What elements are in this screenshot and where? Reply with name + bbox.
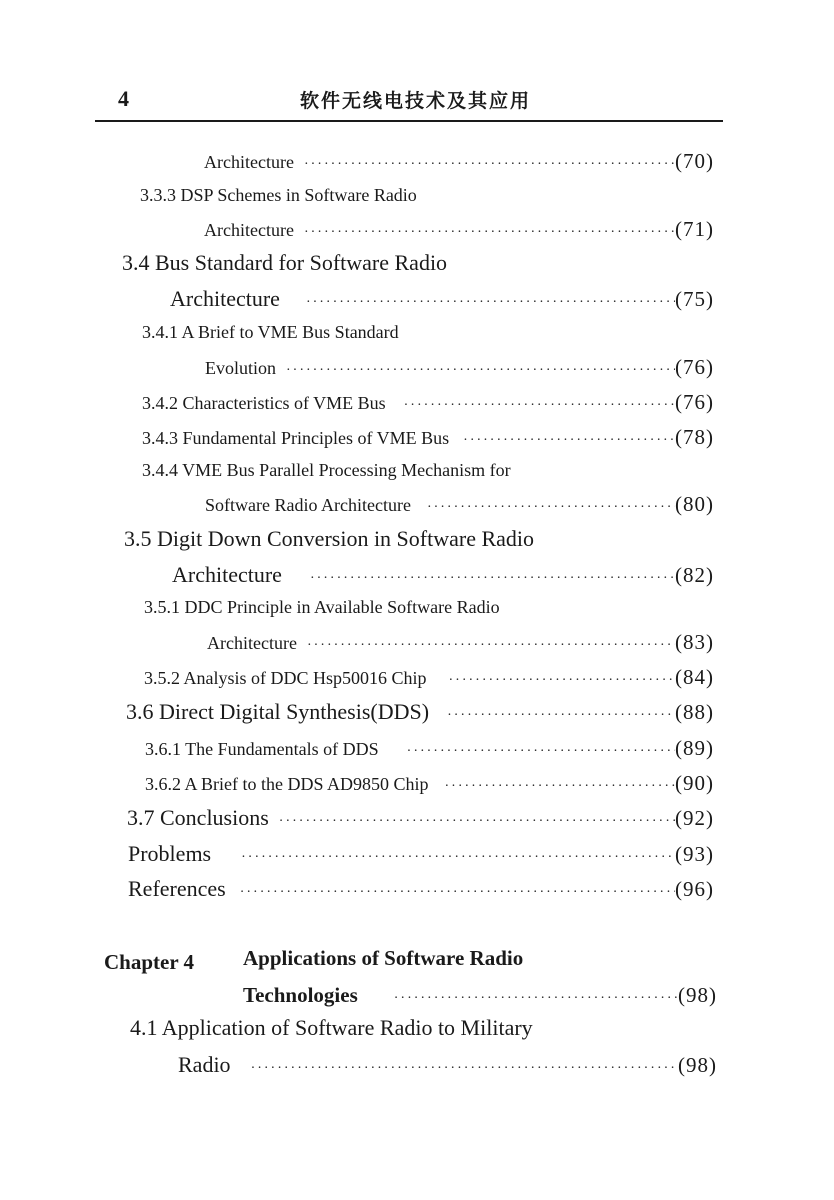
toc-entry-label: Architecture <box>172 562 282 587</box>
toc-entry-label: 3.4.3 Fundamental Principles of VME Bus <box>142 428 450 448</box>
toc-entry-page: (71) <box>675 217 714 241</box>
toc-entry-page: (70) <box>675 149 714 173</box>
toc-entry <box>127 803 714 833</box>
toc-entry <box>128 839 714 869</box>
dot-leader <box>269 807 675 837</box>
toc-entry <box>144 662 714 692</box>
toc-entry-page: (83) <box>675 630 714 654</box>
toc-entry-label: Problems <box>128 841 212 866</box>
page-header <box>0 0 834 124</box>
toc-entry-label: 4.1 Application of Software Radio to Military <box>130 1015 533 1040</box>
toc-entry-page: (90) <box>675 771 714 795</box>
dot-leader <box>429 701 675 731</box>
toc-entry-label: 3.6.2 A Brief to the DDS AD9850 Chip <box>145 774 429 794</box>
toc-entry <box>128 874 714 904</box>
toc-entry-label: 3.4 Bus Standard for Software Radio <box>122 250 448 275</box>
toc-entry-label: 3.5.1 DDC Principle in Available Software Radio <box>144 597 500 617</box>
toc-entry <box>205 352 714 382</box>
toc-entry <box>145 733 714 763</box>
dot-leader <box>294 150 675 180</box>
toc-entry-label: 3.4.1 A Brief to VME Bus Standard <box>142 322 399 342</box>
toc-entry <box>142 387 714 417</box>
toc-entry-label: Architecture <box>170 286 280 311</box>
dot-leader <box>226 878 675 908</box>
toc-entry-page: (80) <box>675 492 714 516</box>
toc-entry <box>142 422 714 452</box>
chapter-number: Chapter 4 <box>104 950 195 974</box>
toc-entry-label: 3.5 Digit Down Conversion in Software Radio <box>124 526 535 551</box>
toc-entry <box>207 627 714 657</box>
toc-entry <box>243 980 717 1010</box>
toc-entry-label: 3.6 Direct Digital Synthesis(DDS) <box>126 699 430 724</box>
toc-entry-label: Architecture <box>207 633 297 653</box>
toc-entry-page: (96) <box>675 877 714 901</box>
dot-leader <box>294 218 675 248</box>
toc-entry-label: Architecture <box>204 220 294 240</box>
dot-leader <box>386 391 675 421</box>
toc-entry-page: (88) <box>675 700 714 724</box>
toc-entry-page: (84) <box>675 665 714 689</box>
dot-leader <box>211 843 675 873</box>
toc-entry-label: References <box>128 876 226 901</box>
chapter-title: Applications of Software Radio <box>243 946 524 970</box>
toc-entry-label: Architecture <box>204 152 294 172</box>
toc-entry-label: Technologies <box>243 983 358 1007</box>
toc-entry-page: (92) <box>675 806 714 830</box>
toc-entry <box>204 214 714 244</box>
page-number: 4 <box>118 86 129 111</box>
toc-entry <box>145 768 714 798</box>
dot-leader <box>282 564 675 594</box>
toc-entry <box>170 284 714 314</box>
toc-entry-label: 3.4.4 VME Bus Parallel Processing Mechanism for <box>142 460 511 480</box>
header-rule <box>95 120 723 122</box>
toc-entry-page: (89) <box>675 736 714 760</box>
dot-leader <box>429 772 675 802</box>
toc-entry-label: 3.4.2 Characteristics of VME Bus <box>142 393 386 413</box>
dot-leader <box>231 1054 678 1084</box>
toc-entry-page: (76) <box>675 390 714 414</box>
toc-entry <box>204 146 714 176</box>
dot-leader <box>379 737 675 767</box>
toc-entry-page: (78) <box>675 425 714 449</box>
dot-leader <box>449 426 675 456</box>
toc-entry <box>178 1050 717 1080</box>
toc-entry-label: 3.7 Conclusions <box>127 805 269 830</box>
dot-leader <box>276 356 675 386</box>
dot-leader <box>427 666 675 696</box>
toc-entry-label: Software Radio Architecture <box>205 495 411 515</box>
toc-entry <box>205 489 714 519</box>
toc-entry-page: (75) <box>675 287 714 311</box>
toc-entry-label: 3.3.3 DSP Schemes in Software Radio <box>140 185 417 205</box>
dot-leader <box>280 288 675 318</box>
toc-entry-page: (98) <box>678 983 717 1007</box>
toc-entry <box>172 560 714 590</box>
toc-entry-label: 3.5.2 Analysis of DDC Hsp50016 Chip <box>144 668 427 688</box>
toc-entry-page: (93) <box>675 842 714 866</box>
toc-entry-label: Evolution <box>205 358 276 378</box>
toc-entry-page: (82) <box>675 563 714 587</box>
toc-entry-label: 3.6.1 The Fundamentals of DDS <box>145 739 379 759</box>
toc-entry-label: Radio <box>178 1052 231 1077</box>
dot-leader <box>358 984 678 1014</box>
toc-entry-page: (76) <box>675 355 714 379</box>
dot-leader <box>297 631 675 661</box>
toc-entry-page: (98) <box>678 1053 717 1077</box>
toc-entry <box>126 697 714 727</box>
dot-leader <box>411 493 675 523</box>
running-title: 软件无线电技术及其应用 <box>300 90 532 112</box>
